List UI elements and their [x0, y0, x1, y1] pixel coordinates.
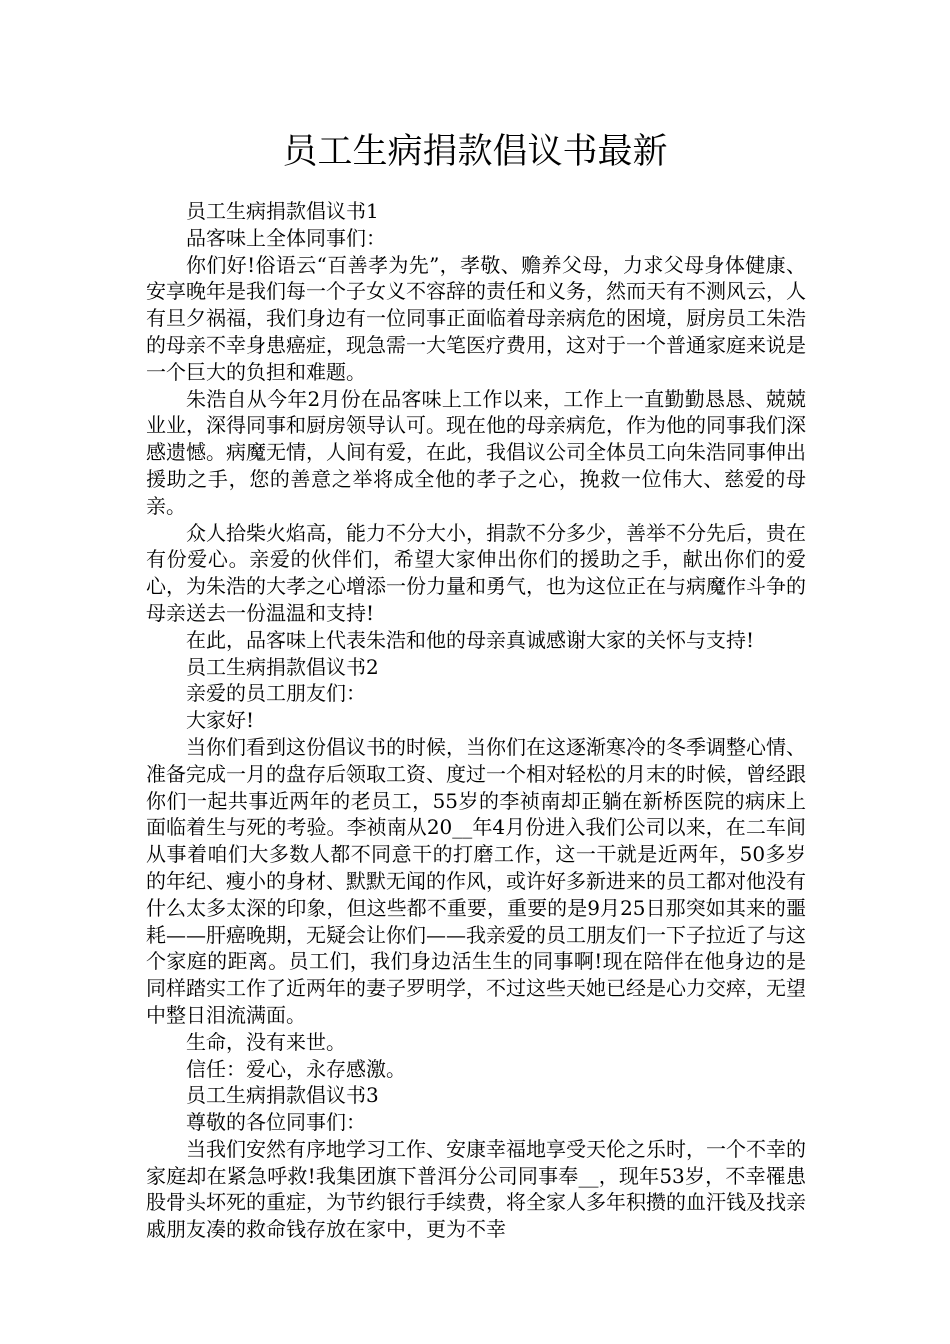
- paragraph: 信任：爱心，永存感激。: [186, 1056, 406, 1081]
- paragraph-greeting: 大家好!: [186, 708, 255, 733]
- paragraph-heading-2: 员工生病捐款倡议书2: [186, 654, 379, 679]
- paragraph: 当我们安然有序地学习工作、安康幸福地享受天伦之乐时，一个不幸的家庭却在紧急呼救!我集团旗下普洱分公司同事奉__，现年53岁，不幸罹患股骨头坏死的重症，为节约银行手续费，将全家人多年积攒的血汗钱及找亲戚朋友凑的救命钱存放在家中，更为不幸: [146, 1136, 806, 1242]
- paragraph-salutation-3: 尊敬的各位同事们：: [186, 1110, 366, 1135]
- paragraph: 众人拾柴火焰高，能力不分大小，捐款不分多少，善举不分先后，贵在有份爱心。亲爱的伙伴们，希望大家伸出你们的援助之手，献出你们的爱心，为朱浩的大孝之心增添一份力量和勇气，也为这位正在与病魔作斗争的母亲送去一份温温和支持!: [146, 520, 806, 625]
- paragraph-heading-3: 员工生病捐款倡议书3: [186, 1083, 379, 1108]
- paragraph: 当你们看到这份倡议书的时候，当你们在这逐渐寒冷的冬季调整心情、准备完成一月的盘存后领取工资、度过一个相对轻松的月末的时候，曾经跟你们一起共事近两年的老员工，55岁的李祯南却正躺在新桥医院的病床上面临着生与死的考验。李祯南从20__年4月份进入我们公司以来，在二车间从事着咱们大多数人都不同意干的打磨工作，这一干就是近两年，50多岁的年纪、瘦小的身材、默默无闻的作风，或许好多新进来的员工都对他没有什么太多太深的印象，但这些都不重要，重要的是9月25日那突如其来的噩耗——肝癌晚期，无疑会让你们——我亲爱的员工朋友们一下子拉近了与这个家庭的距离。员工们，我们身边活生生的同事啊!现在陪伴在他身边的是同样踏实工作了近两年的妻子罗明学，不过这些天她已经是心力交瘁，无望中整日泪流满面。: [146, 734, 806, 1027]
- paragraph: 生命，没有来世。: [186, 1029, 346, 1054]
- document-title: 员工生病捐款倡议书最新: [282, 132, 668, 172]
- paragraph: 你们好!俗语云“百善孝为先”，孝敬、赡养父母，力求父母身体健康、安享晚年是我们每一个子女义不容辞的责任和义务，然而天有不测风云，人有旦夕祸福，我们身边有一位同事正面临着母亲病危的困境，厨房员工朱浩的母亲不幸身患癌症，现急需一大笔医疗费用，这对于一个普通家庭来说是一个巨大的负担和难题。: [146, 252, 806, 384]
- document-body: [146, 198, 806, 1243]
- paragraph-heading-1: 员工生病捐款倡议书1: [186, 199, 379, 223]
- paragraph: 在此，品客味上代表朱浩和他的母亲真诚感谢大家的关怀与支持!: [186, 627, 755, 652]
- paragraph: 朱浩自从今年2月份在品客味上工作以来，工作上一直勤勤恳恳、兢兢业业，深得同事和厨房领导认可。现在他的母亲病危，作为他的同事我们深感遗憾。病魔无情，人间有爱，在此，我倡议公司全体员工向朱浩同事伸出援助之手，您的善意之举将成全他的孝子之心，挽救一位伟大、慈爱的母亲。: [146, 386, 806, 518]
- paragraph-salutation-2: 亲爱的员工朋友们：: [186, 681, 366, 706]
- paragraph-salutation-1: 品客味上全体同事们：: [186, 225, 386, 250]
